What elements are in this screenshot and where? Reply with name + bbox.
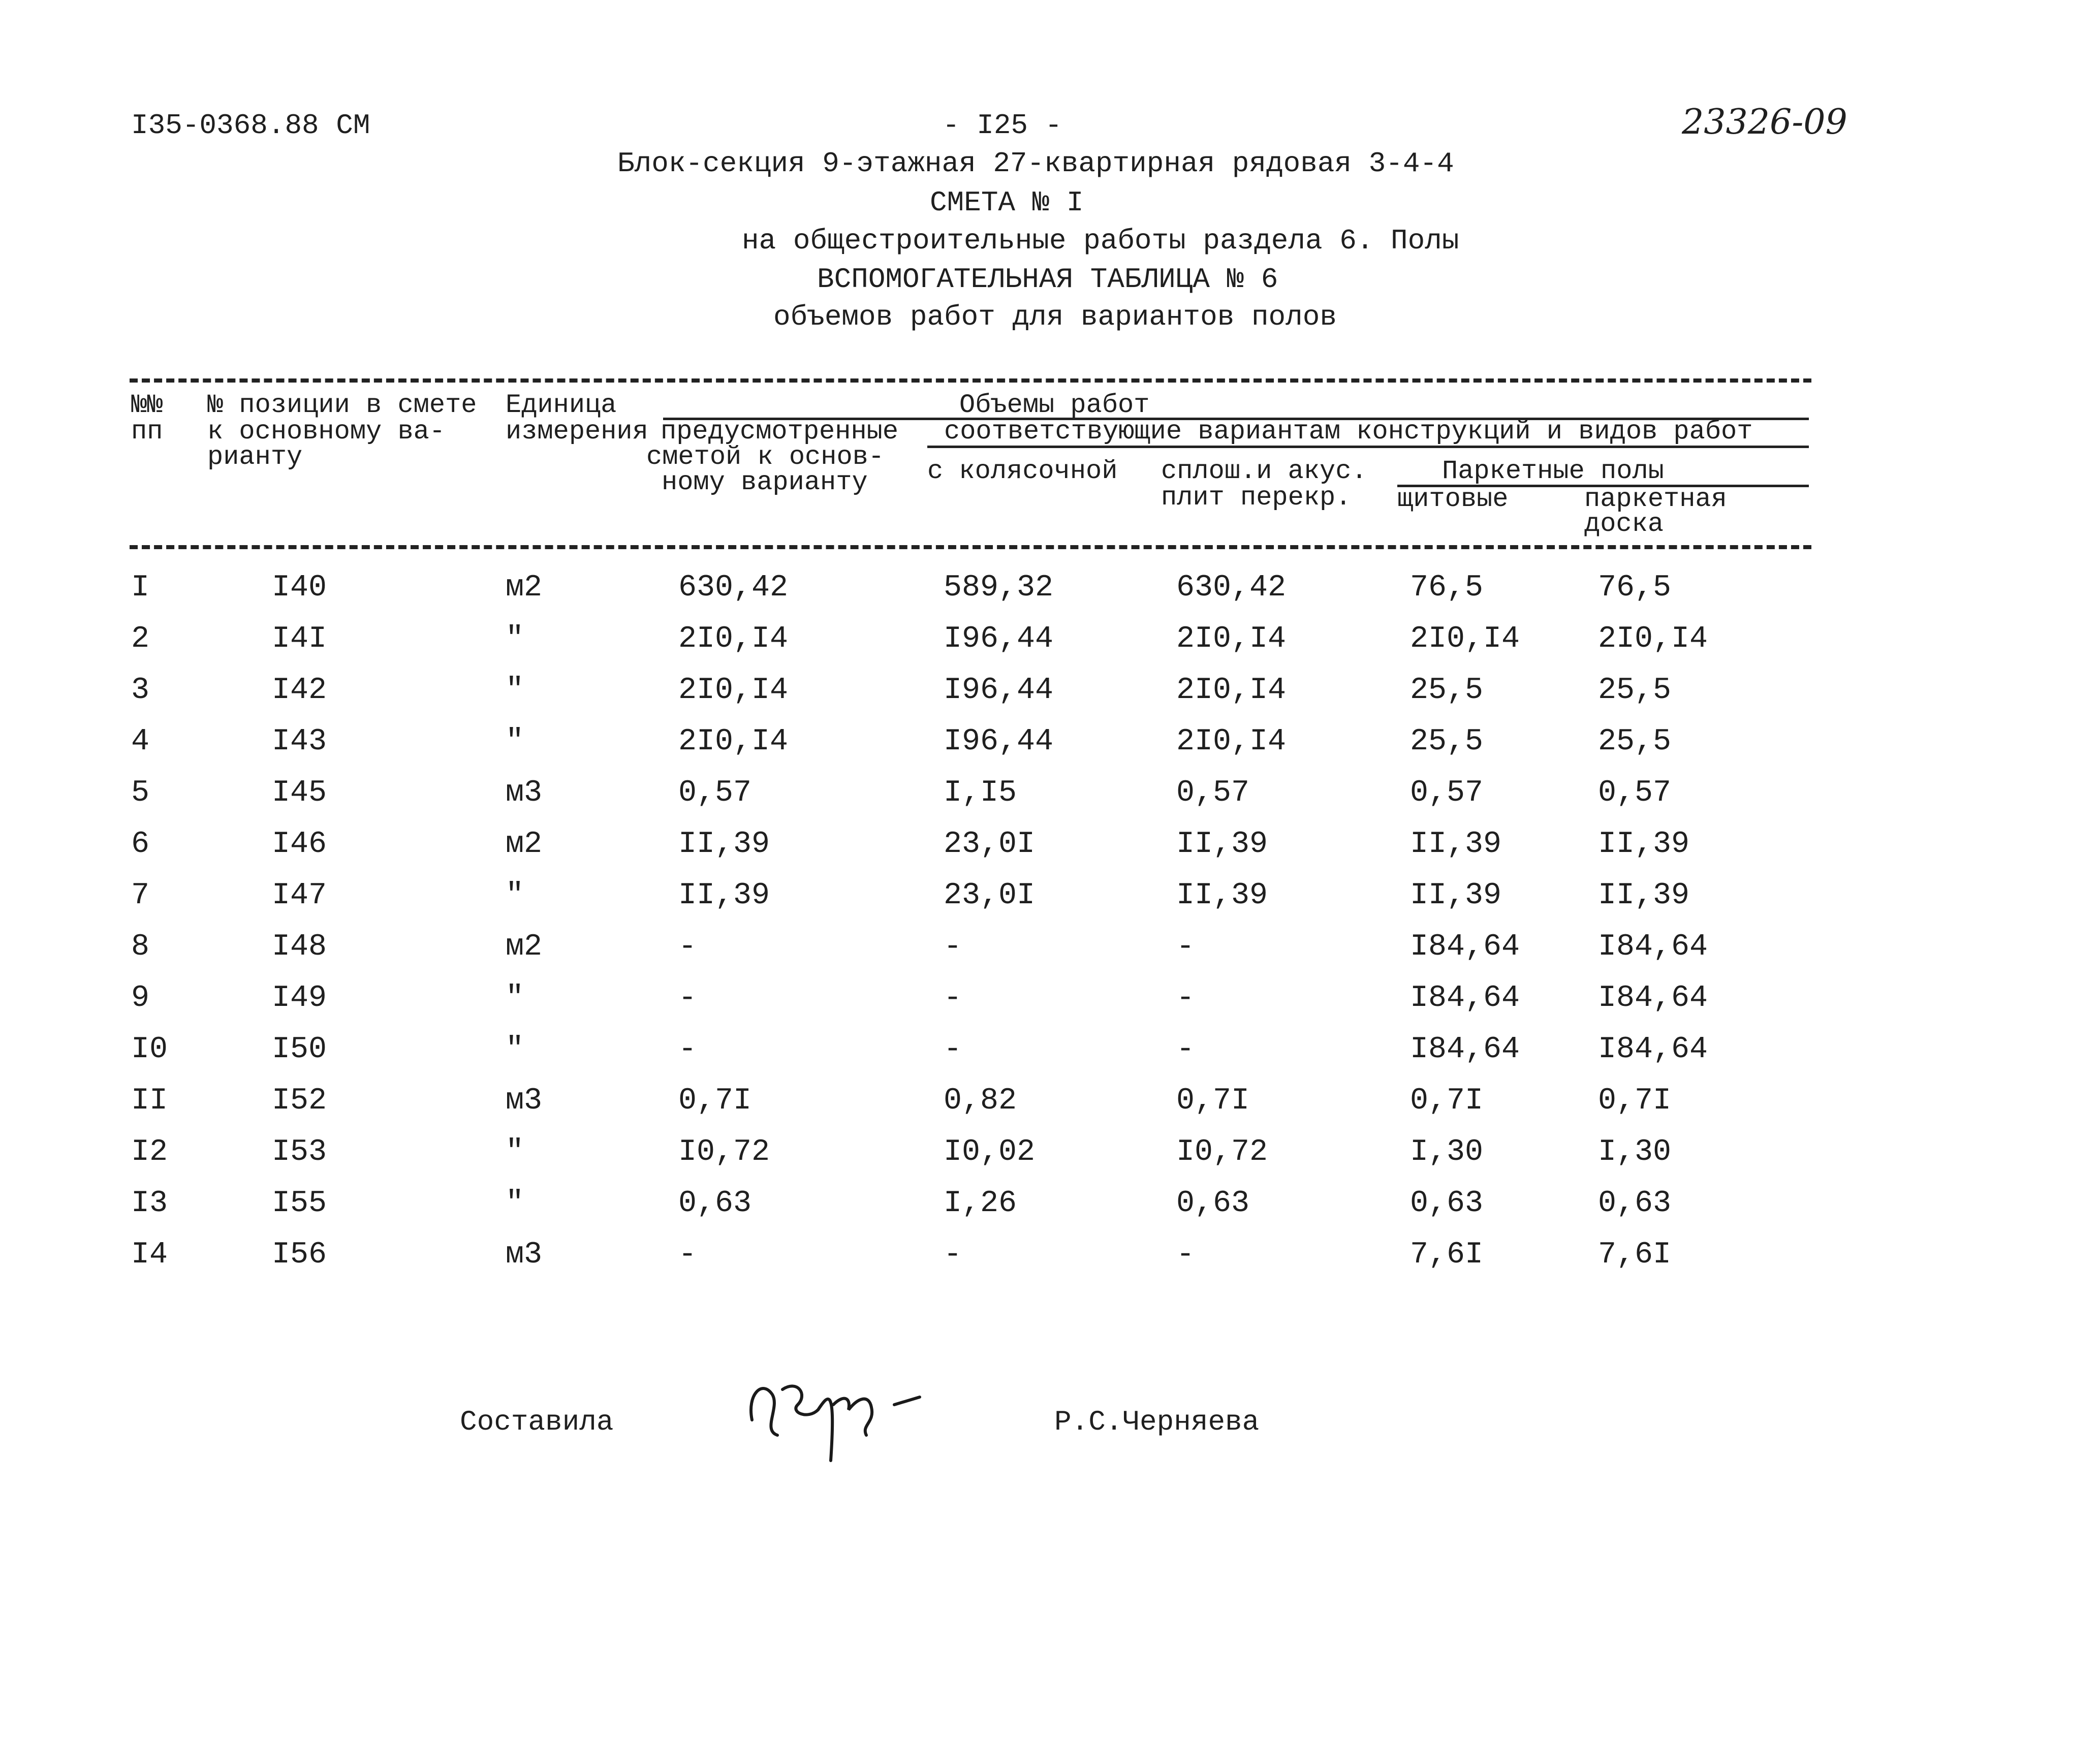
signature (742, 1349, 935, 1471)
row-number: I4 (131, 1238, 168, 1272)
header-unit-line1: Единица (506, 390, 617, 420)
row-position: I47 (272, 878, 327, 913)
row-slabs-volume: - (1176, 930, 1195, 964)
row-unit: " (506, 1032, 524, 1067)
row-parquet-panel-volume: II,39 (1410, 827, 1502, 862)
row-number: II (131, 1084, 168, 1118)
row-base-volume: 2I0,I4 (678, 622, 789, 656)
row-base-volume: I0,72 (678, 1135, 770, 1169)
row-slabs-volume: 630,42 (1176, 571, 1287, 605)
header-variant-slabs-line1: сплош.и акус. (1161, 456, 1367, 486)
row-unit: " (506, 622, 524, 656)
row-parquet-board-volume: 0,7I (1598, 1084, 1672, 1118)
header-parquet: Паркетные полы (1442, 456, 1664, 486)
row-position: I42 (272, 673, 327, 708)
row-parquet-board-volume: II,39 (1598, 878, 1690, 913)
row-parquet-board-volume: 25,5 (1598, 724, 1672, 759)
row-parquet-board-volume: 7,6I (1598, 1238, 1672, 1272)
row-number: 5 (131, 776, 150, 810)
row-base-volume: 0,57 (678, 776, 752, 810)
row-slabs-volume: 2I0,I4 (1176, 673, 1287, 708)
title-estimate: СМЕТА № I (930, 186, 1084, 219)
row-parquet-board-volume: 2I0,I4 (1598, 622, 1708, 656)
row-position: I43 (272, 724, 327, 759)
row-parquet-board-volume: I84,64 (1598, 1032, 1708, 1067)
row-unit: " (506, 724, 524, 759)
row-unit: м3 (506, 776, 543, 810)
row-base-volume: II,39 (678, 827, 770, 862)
header-base-line3: ному варианту (662, 467, 868, 497)
row-parquet-panel-volume: 25,5 (1410, 724, 1484, 759)
row-position: I40 (272, 571, 327, 605)
row-unit: м2 (506, 571, 543, 605)
header-parquet-board-line1: паркетная (1584, 484, 1727, 514)
row-position: I55 (272, 1186, 327, 1221)
row-parquet-board-volume: 25,5 (1598, 673, 1672, 708)
row-stroller-volume: - (944, 981, 962, 1016)
page-number: - I25 - (943, 109, 1062, 142)
document-code: I35-0368.88 СМ (131, 109, 370, 142)
header-parquet-panel: щитовые (1397, 484, 1509, 514)
row-stroller-volume: 0,82 (944, 1084, 1017, 1118)
row-parquet-panel-volume: 25,5 (1410, 673, 1484, 708)
row-base-volume: - (678, 981, 697, 1016)
row-base-volume: 0,7I (678, 1084, 752, 1118)
header-num-line1: №№ (131, 390, 163, 420)
header-base-line1: предусмотренные (661, 417, 899, 447)
row-unit: м2 (506, 827, 543, 862)
row-parquet-panel-volume: I84,64 (1410, 930, 1520, 964)
row-parquet-board-volume: II,39 (1598, 827, 1690, 862)
row-stroller-volume: I96,44 (944, 673, 1054, 708)
header-position-line1: № позиции в смете (207, 390, 477, 420)
row-slabs-volume: 0,57 (1176, 776, 1250, 810)
row-base-volume: - (678, 1032, 697, 1067)
row-position: I48 (272, 930, 327, 964)
row-stroller-volume: I96,44 (944, 724, 1054, 759)
row-position: I45 (272, 776, 327, 810)
row-base-volume: 630,42 (678, 571, 789, 605)
row-stroller-volume: I96,44 (944, 622, 1054, 656)
row-slabs-volume: 0,7I (1176, 1084, 1250, 1118)
row-base-volume: 0,63 (678, 1186, 752, 1221)
row-unit: " (506, 1186, 524, 1221)
row-stroller-volume: I,I5 (944, 776, 1017, 810)
row-unit: " (506, 1135, 524, 1169)
row-number: 6 (131, 827, 150, 862)
table-header-bottom-rule (130, 545, 1811, 549)
row-position: I52 (272, 1084, 327, 1118)
row-parquet-panel-volume: 0,63 (1410, 1186, 1484, 1221)
row-stroller-volume: - (944, 1238, 962, 1272)
row-number: I2 (131, 1135, 168, 1169)
row-stroller-volume: - (944, 1032, 962, 1067)
row-slabs-volume: II,39 (1176, 827, 1268, 862)
row-position: I49 (272, 981, 327, 1016)
row-unit: " (506, 878, 524, 913)
row-slabs-volume: - (1176, 1238, 1195, 1272)
header-parquet-board-line2: доска (1584, 509, 1664, 539)
row-unit: м2 (506, 930, 543, 964)
row-number: I3 (131, 1186, 168, 1221)
row-slabs-volume: II,39 (1176, 878, 1268, 913)
row-position: I50 (272, 1032, 327, 1067)
header-base-line2: сметой к основ- (646, 442, 885, 472)
row-number: 2 (131, 622, 150, 656)
row-number: 3 (131, 673, 150, 708)
header-variants: соответствующие вариантам конструкций и видов работ (944, 417, 1753, 447)
row-number: 7 (131, 878, 150, 913)
row-position: I4I (272, 622, 327, 656)
compiled-by-label: Составила (460, 1406, 614, 1438)
header-volumes: Объемы работ (959, 390, 1150, 420)
row-slabs-volume: 2I0,I4 (1176, 724, 1287, 759)
row-base-volume: II,39 (678, 878, 770, 913)
header-unit-line2: измерения (506, 417, 648, 447)
title-aux-table: ВСПОМОГАТЕЛЬНАЯ ТАБЛИЦА № 6 (817, 263, 1278, 296)
row-parquet-panel-volume: I,30 (1410, 1135, 1484, 1169)
row-base-volume: - (678, 930, 697, 964)
header-variant-slabs-line2: плит перекр. (1161, 483, 1352, 513)
row-stroller-volume: 23,0I (944, 827, 1036, 862)
row-position: I56 (272, 1238, 327, 1272)
row-parquet-panel-volume: 2I0,I4 (1410, 622, 1520, 656)
row-number: 8 (131, 930, 150, 964)
row-stroller-volume: 23,0I (944, 878, 1036, 913)
row-stroller-volume: I0,02 (944, 1135, 1036, 1169)
row-parquet-panel-volume: 7,6I (1410, 1238, 1484, 1272)
row-stroller-volume: 589,32 (944, 571, 1054, 605)
row-parquet-panel-volume: 76,5 (1410, 571, 1484, 605)
header-position-line2: к основному ва- (207, 417, 446, 447)
row-parquet-panel-volume: 0,57 (1410, 776, 1484, 810)
row-slabs-volume: - (1176, 1032, 1195, 1067)
row-position: I53 (272, 1135, 327, 1169)
row-slabs-volume: - (1176, 981, 1195, 1016)
row-parquet-panel-volume: II,39 (1410, 878, 1502, 913)
author-name: Р.С.Черняева (1054, 1406, 1260, 1438)
row-stroller-volume: I,26 (944, 1186, 1017, 1221)
header-num-line2: пп (131, 417, 163, 447)
row-parquet-panel-volume: I84,64 (1410, 981, 1520, 1016)
row-base-volume: 2I0,I4 (678, 673, 789, 708)
row-unit: м3 (506, 1084, 543, 1118)
row-parquet-board-volume: I84,64 (1598, 930, 1708, 964)
row-parquet-board-volume: I84,64 (1598, 981, 1708, 1016)
row-slabs-volume: 0,63 (1176, 1186, 1250, 1221)
row-base-volume: - (678, 1238, 697, 1272)
header-position-line3: рианту (207, 442, 303, 472)
row-unit: " (506, 981, 524, 1016)
archive-number: 23326-09 (1682, 102, 1847, 142)
row-parquet-panel-volume: I84,64 (1410, 1032, 1520, 1067)
title-volumes: объемов работ для вариантов полов (773, 301, 1337, 333)
row-parquet-board-volume: I,30 (1598, 1135, 1672, 1169)
row-number: 9 (131, 981, 150, 1016)
row-stroller-volume: - (944, 930, 962, 964)
row-base-volume: 2I0,I4 (678, 724, 789, 759)
row-parquet-panel-volume: 0,7I (1410, 1084, 1484, 1118)
row-parquet-board-volume: 0,63 (1598, 1186, 1672, 1221)
row-number: 4 (131, 724, 150, 759)
row-parquet-board-volume: 0,57 (1598, 776, 1672, 810)
header-variant-stroller: с колясочной (927, 456, 1118, 486)
row-number: I0 (131, 1032, 168, 1067)
row-slabs-volume: I0,72 (1176, 1135, 1268, 1169)
row-slabs-volume: 2I0,I4 (1176, 622, 1287, 656)
row-unit: " (506, 673, 524, 708)
row-number: I (131, 571, 150, 605)
row-parquet-board-volume: 76,5 (1598, 571, 1672, 605)
row-unit: м3 (506, 1238, 543, 1272)
title-block-section: Блок-секция 9-этажная 27-квартирная рядовая 3-4-4 (617, 147, 1454, 180)
row-position: I46 (272, 827, 327, 862)
header-variants-rule (927, 446, 1809, 448)
title-works: на общестроительные работы раздела 6. Полы (742, 225, 1459, 257)
table-top-rule (130, 378, 1811, 383)
